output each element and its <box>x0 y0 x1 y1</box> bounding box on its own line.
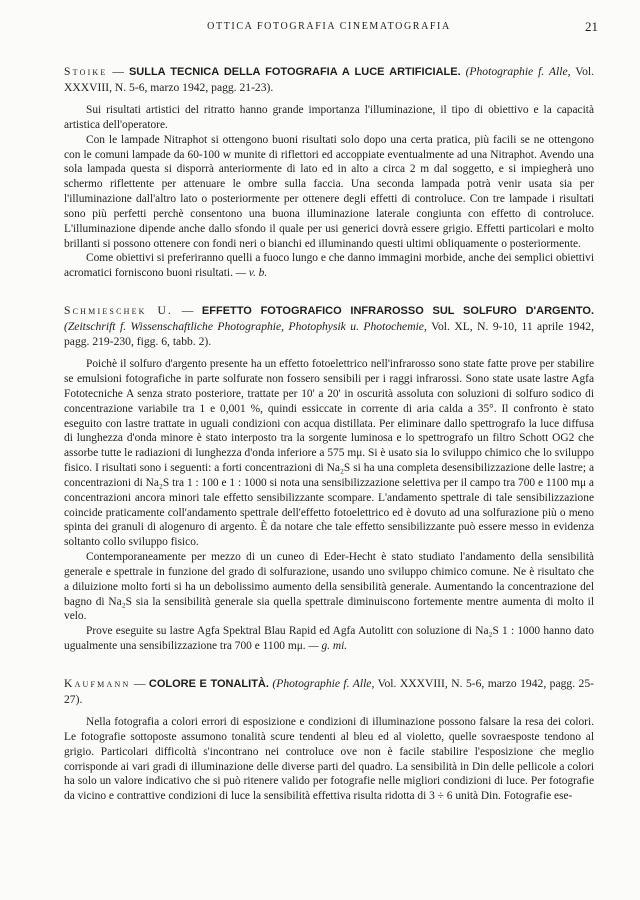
review-signature: — v. b. <box>235 267 268 280</box>
review-paragraph <box>64 251 594 281</box>
review-citation <box>64 676 594 707</box>
review-paragraph: Nella fotografia a colori errori di esposizione e condizioni di illuminazione possono falsare la resa dei colori. Le fotografie sottoposte assumono tonalità scure tendenti al bleu ed al violetto, quelle sovraesposte tendono al grigio. Particolari difficoltà s'incontrano nei controluce ove non è facile stabilire l'esposizione che meglio corrisponde ai vari gradi di illuminazione delle diverse parti del quadro. La sensibilità in Din delle pellicole a colori ha solo un valore indicativo che si può ritenere valido per fotografie nelle migliori condizioni di luce. Per fotografie da vicino e contrattive condizioni di luce la sensibilità effettiva risulta ridotta di 3 ÷ 6 unità Din. Fotografie ese- <box>64 716 594 803</box>
review-source: Vol. XL, N. 9-10, 11 aprile 1942, pagg. 219-230, figg. 6, tabb. 2). <box>64 320 594 349</box>
review-title: COLORE E TONALITÀ. <box>148 678 269 690</box>
review-paragraph: Con le lampade Nitraphot si ottengono buoni risultati solo dopo una certa pratica, più facili se ne ottengono con le comuni lampade da 60-100 w munite di riflettori ed accoppiate eventualmente ad una Nitraphot. Avendo una sola lampada questa si disporrà anteriormente di lato ed in alto a circa 2 m dal soggetto, e si impiegherà uno schermo riflettente per attenuare le ombre sulla faccia. Una seconda lampada potrà venir usata sia per l'illuminazione dall'altro lato o posteriormente per ottenere degli effetti di controluce. Con tre lampade i risultati sono più perfetti perchè consentono una buona illuminazione laterale congiunta con effetto di controluce. L'illuminazione dipende anche dallo sfondo il quale per usi generici dovrà essere grigio. Effetti particolari e molto brillanti si possono ottenere con fondi neri o bianchi ed illuminando questi ultimi obliquamente o posteriormente. <box>64 133 594 250</box>
review-signature: — g. mi. <box>308 640 348 653</box>
review-author: Stoike <box>64 65 108 78</box>
review-paragraph <box>64 624 594 654</box>
review-citation <box>64 64 594 95</box>
running-title: OTTICA FOTOGRAFIA CINEMATOGRAFIA <box>207 21 451 32</box>
page-number: 21 <box>585 19 598 34</box>
review-kaufmann <box>64 676 594 804</box>
review-stoike <box>64 64 594 281</box>
review-journal: (Photographie f. Alle, <box>272 677 375 690</box>
review-paragraph: Sui risultati artistici del ritratto hanno grande importanza l'illuminazione, il tipo di obiettivo e la capacità artistica dell'operatore. <box>64 104 594 131</box>
review-source: Vol. XXXVIII, N. 5-6, marzo 1942, pagg. 25-27). <box>64 677 594 706</box>
citation-dash: — <box>130 677 149 690</box>
review-title: EFFETTO FOTOGRAFICO INFRAROSSO SUL SOLFURO D'ARGENTO. <box>201 305 595 318</box>
review-paragraph: Poichè il solfuro d'argento presente ha un effetto fotoelettrico nell'infrarosso sono state fatte prove per stabilire se emulsioni fotografiche in parte solfurate non fossero sensibili per i raggi infrarossi. Sono state usate lastre Agfa Fototecniche A senza strato posteriore, trattate per 10' a 20' in oscurità assoluta con soluzioni di solfuro sodico di concentrazione variabile tra 1 e 0,001 %, quindi essiccate in corrente di aria calda a 35°. Il confronto è stato eseguito con lastre trattate in uguali condizioni con acqua distillata. Per eliminare dallo spettrografo la luce diffusa di lunghezza d'onda minore è stato interposto tra la sorgente luminosa e lo spettrografo un filtro Schott OG2 che assorbe tutte le radiazioni di lunghezza d'onda inferiore a 575 mμ. Si è usato sia lo sviluppo chimico che lo sviluppo fisico. I risultati sono i seguenti: a forti concentrazioni di Na₂S si ha una completa desensibilizzazione delle lastre; a concentrazioni di Na₂S tra 1 : 100 e 1 : 1000 si nota una sensibilizzazione selettiva per il campo tra 700 e 1100 mμ a concentrazioni ancora minori tale effetto sensibilizzante scompare. L'andamento spettrale di tale sensibilizzazione coincide praticamente coll'andamento spettrale dell'effetto fotoelettrico ed è dovuto ad una solfurazione più o meno spinta dei granuli di alogenuro di argento. È da notare che tale effetto sensibilizzante può essere messo in evidenza soltanto collo sviluppo fisico. <box>64 358 594 549</box>
running-header <box>64 18 598 36</box>
review-body <box>64 103 594 281</box>
review-source: Vol. XXXVIII, N. 5-6, marzo 1942, pagg. 21-23). <box>64 65 595 94</box>
review-title: SULLA TECNICA DELLA FOTOGRAFIA A LUCE ARTIFICIALE. <box>128 66 461 78</box>
review-journal: (Zeitschrift f. Wissenschaftliche Photographie, Photophysik u. Photochemie, <box>64 320 427 334</box>
citation-dash: — <box>173 304 202 318</box>
review-author: Schmieschek U. <box>64 304 174 318</box>
review-author: Kaufmann <box>64 677 131 690</box>
review-citation <box>64 303 594 349</box>
review-paragraph-text: Come obiettivi si preferiranno quelli a fuoco lungo e che danno immagini morbide, anche dei semplici obiettivi acromatici forniscono buoni risultati. <box>64 252 594 280</box>
review-paragraph: Contemporaneamente per mezzo di un cuneo di Eder-Hecht è stato studiato l'andamento della sensibilità generale e spettrale in funzione del grado di solfurazione, usando uno sviluppo chimico comune. Ne è risultato che a diluizione molto forti si ha un debolissimo aumento della sensibilità generale. Aumentando la concentrazione del bagno di Na₂S sia la sensibilità generale sia quella spettrale diminuiscono fortemente mentre aumenta di molto il velo. <box>64 551 594 623</box>
review-body <box>64 357 594 654</box>
review-paragraph-text: Prove eseguite su lastre Agfa Spektral Blau Rapid ed Agfa Autolitt con soluzione di Na₂S 1 : 1000 hanno dato ugualmente una sensibilizzazione tra 700 e 1100 mμ. <box>64 625 594 653</box>
page <box>64 18 598 804</box>
citation-dash: — <box>107 65 129 78</box>
review-body <box>64 715 594 804</box>
review-journal: (Photographie f. Alle, <box>465 65 571 78</box>
review-schmieschek <box>64 303 594 654</box>
